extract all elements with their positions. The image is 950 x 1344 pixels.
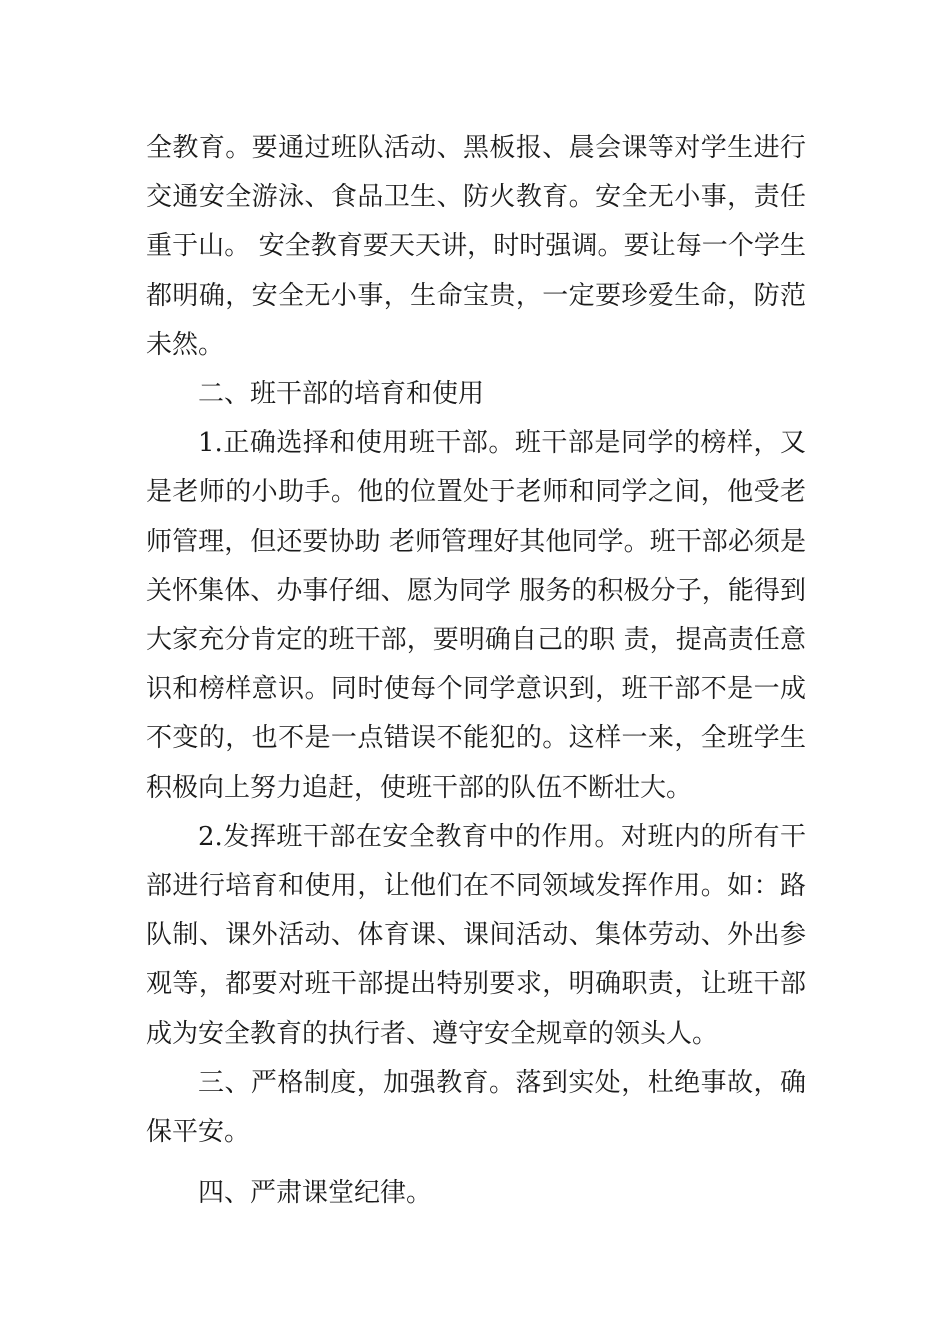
paragraph-safety-education: 全教育。要通过班队活动、黑板报、晨会课等对学生进行交通安全游泳、食品卫生、防火教育。安全无小事，责任重于山。 安全教育要天天讲，时时强调。要让每一个学生都明确，安全无小事，生命宝贵，一定要珍爱生命，防范未然。 bbox=[146, 133, 806, 360]
heading-class-cadre: 二、班干部的培育和使用 bbox=[198, 379, 485, 410]
paragraph-cadre-role: 2.发挥班干部在安全教育中的作用。对班内的所有干部进行培育和使用，让他们在不同领域发挥作用。如：路队制、课外活动、体育课、课间活动、集体劳动、外出参观等，都要对班干部提出特别要求，明确职责，让班干部成为安全教育的执行者、遵守安全规章的领头人。 bbox=[146, 821, 806, 1049]
document-page bbox=[146, 124, 806, 1218]
paragraph-select-cadre: 1.正确选择和使用班干部。班干部是同学的榜样，又是老师的小助手。他的位置处于老师和同学之间，他受老师管理，但还要协助 老师管理好其他同学。班干部必须是关怀集体、办事仔细、愿为同学 服务的积极分子，能得到大家充分肯定的班干部，要明确自己的职 责，提高责任意识和榜样意识。同时使每个同学意识到，班干部不是一成不变的，也不是一点错误不能犯的。这样一来，全班学生积极向上努力追赶，使班干部的队伍不断壮大。 bbox=[146, 428, 806, 803]
paragraph-class-discipline: 四、严肃课堂纪律。 bbox=[198, 1178, 433, 1209]
paragraph-strict-system: 三、严格制度，加强教育。落到实处，杜绝事故，确保平安。 bbox=[146, 1067, 806, 1148]
